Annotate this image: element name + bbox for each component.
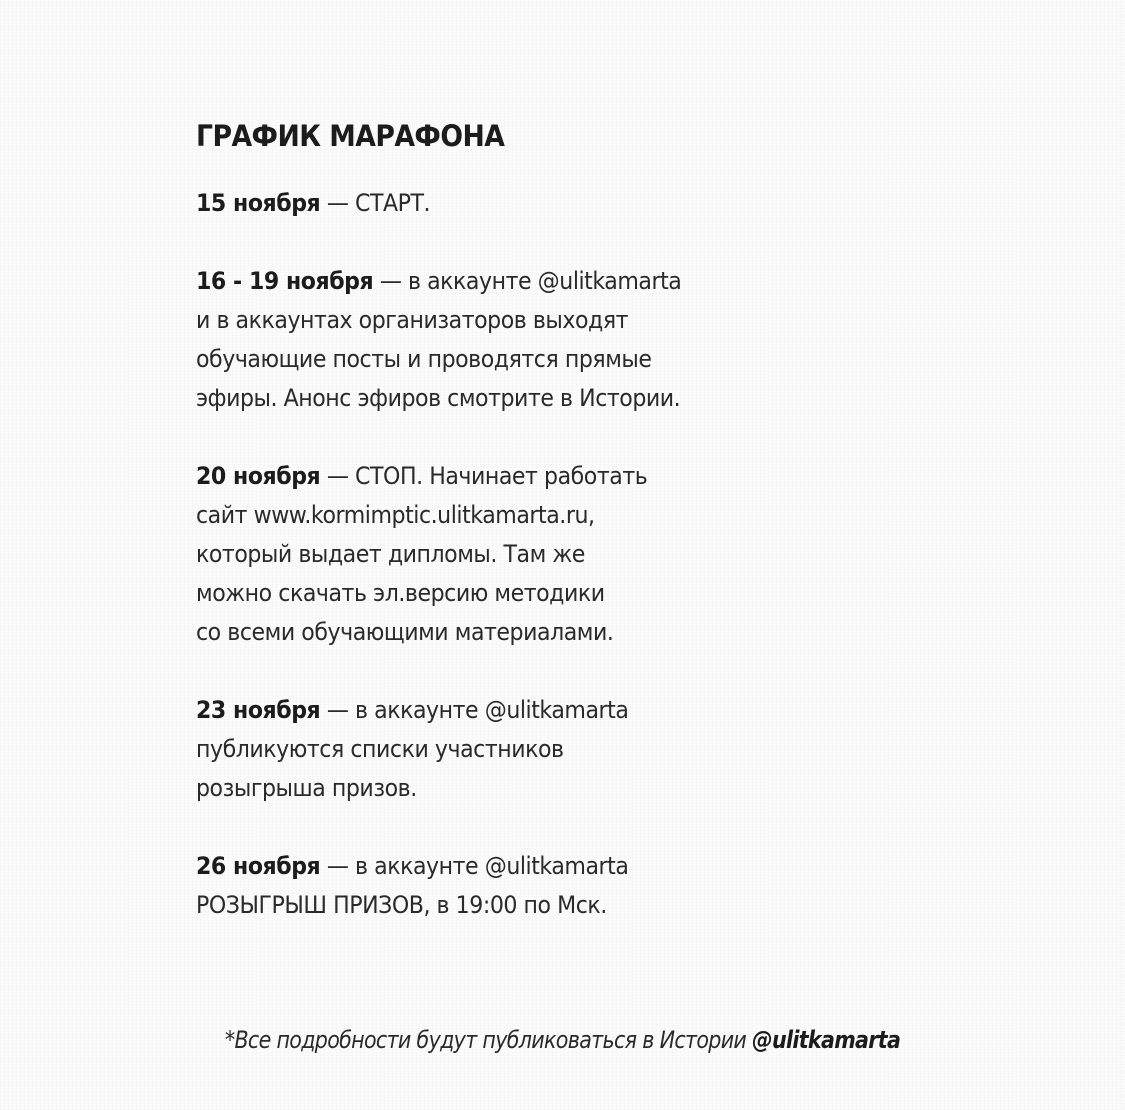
schedule-content (196, 112, 956, 925)
entry-line (196, 457, 895, 496)
entry-date: 23 ноября (196, 696, 321, 724)
schedule-entries (196, 184, 956, 925)
entry-line (196, 691, 895, 730)
schedule-entry (196, 847, 895, 925)
schedule-entry (196, 457, 895, 652)
entry-text: который выдает дипломы. Там же (196, 540, 585, 568)
footnote-handle: @ulitkamarta (752, 1026, 901, 1054)
footnote-text: *Все подробности будут публиковаться в Истории (224, 1026, 753, 1054)
entry-date: 15 ноября (196, 189, 321, 217)
entry-text: можно скачать эл.версию методики (196, 579, 605, 607)
entry-date: 16 - 19 ноября (196, 267, 374, 295)
entry-text: — СТОП. Начинает работать (326, 462, 648, 490)
footnote (79, 1026, 1047, 1054)
entry-text: — СТАРТ. (326, 189, 431, 217)
entry-text: эфиры. Анонс эфиров смотрите в Истории. (196, 384, 681, 412)
schedule-entry (196, 184, 895, 223)
entry-text: — в аккаунте @ulitkamarta (326, 696, 629, 724)
entry-text: — в аккаунте @ulitkamarta (326, 852, 629, 880)
entry-line (196, 262, 895, 301)
page-title: ГРАФИК МАРАФОНА (196, 119, 505, 153)
entry-line (196, 847, 895, 886)
schedule-entry (196, 691, 895, 808)
entry-text: обучающие посты и проводятся прямые (196, 345, 652, 373)
entry-text: — в аккаунте @ulitkamarta (379, 267, 682, 295)
entry-text: сайт www.kormimptic.ulitkamarta.ru, (196, 501, 595, 529)
entry-text: розыгрыша призов. (196, 774, 417, 802)
entry-text: РОЗЫГРЫШ ПРИЗОВ, в 19:00 по Мск. (196, 891, 607, 919)
entry-text: со всеми обучающими материалами. (196, 618, 614, 646)
entry-text: публикуются списки участников (196, 735, 564, 763)
schedule-entry (196, 262, 895, 418)
entry-date: 26 ноября (196, 852, 321, 880)
entry-date: 20 ноября (196, 462, 321, 490)
entry-line (196, 184, 895, 223)
entry-text: и в аккаунтах организаторов выходят (196, 306, 629, 334)
